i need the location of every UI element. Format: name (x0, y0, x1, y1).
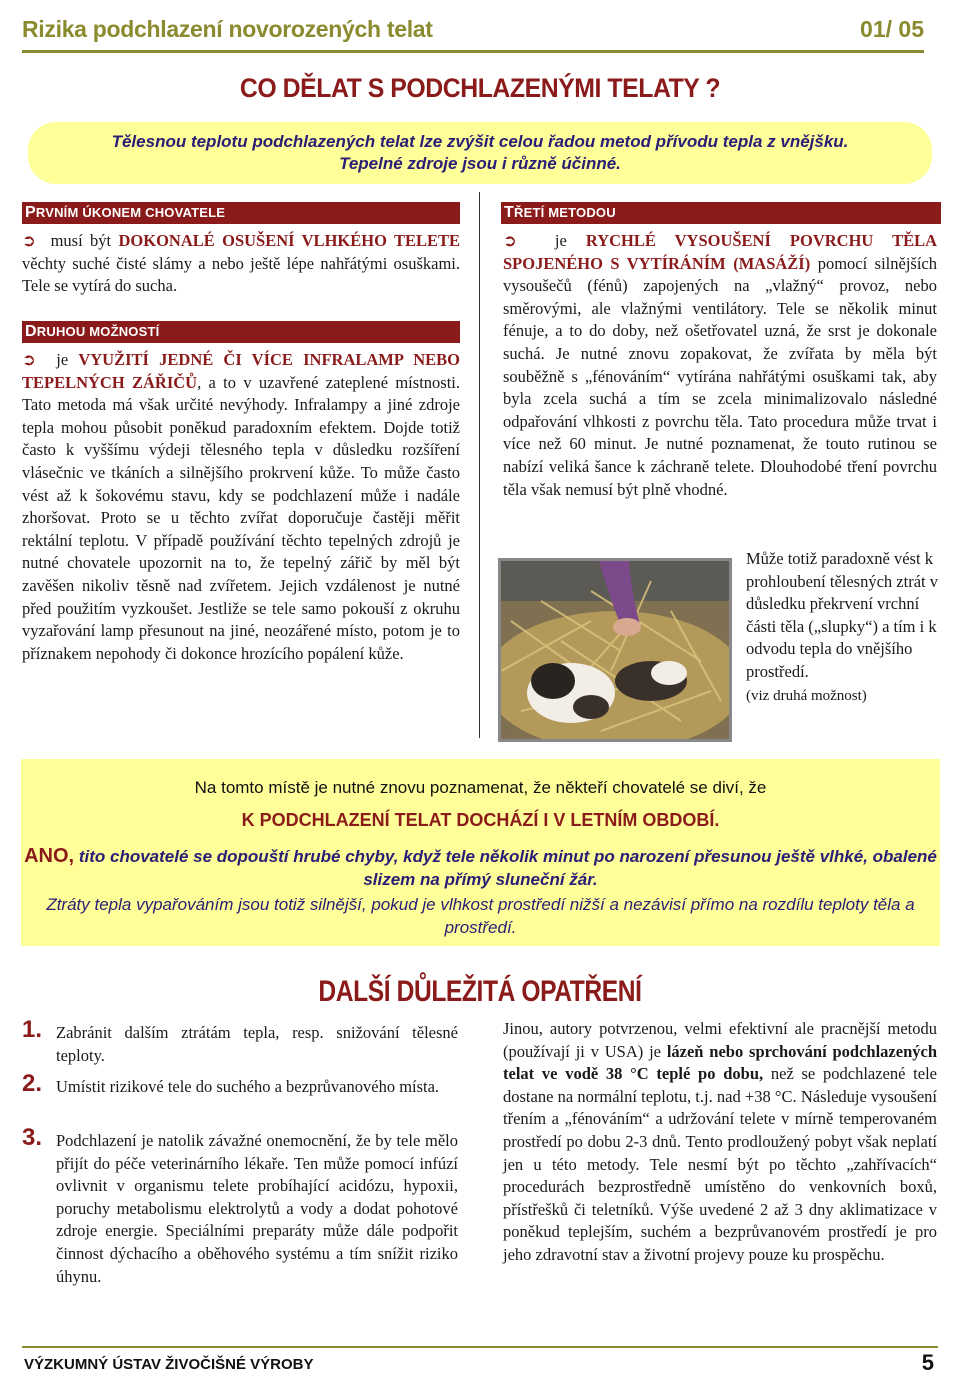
section1-label: PRVNÍM ÚKONEM CHOVATELE (22, 202, 460, 224)
column-divider (479, 192, 480, 738)
bath-method-highlight: lázeň nebo sprchování podchlazených telat ve vodě 38 °C teplé po dobu, (503, 1041, 937, 1084)
calf-straw-illustration (501, 561, 729, 739)
section1-text: ➲ musí být DOKONALÉ OSUŠENÍ VLHKÉHO TELETE věchty suché čisté slámy a nebo ještě lépe nahřátými osuškami. Tele se vytírá do sucha. (22, 231, 461, 296)
section3-text: ➲ je RYCHLÉ VYSOUŠENÍ POVRCHU TĚLA SPOJENÉHO S VYTÍRÁNÍM (MASÁŽÍ) pomocí silnějších vysoušečů (fénů) zapojených na „vlažný“ provoz, nebo směrovými, ale vlažnými ventilátory. Tele se několik minut fénuje, a to do doby, než ošetřovatel uzná, že srst je dokonale suchá. Je nutné znovu zopakovat, že zvířata by měla být souběžně s „fénováním“ vytírána nahřátými osuškami tak, aby byla zcela suchá a tím se zcela minimalizovalo následné odpařování vlhkosti z povrchu těla. Tato procedura může trvat i více než 60 minut. Je nutné poznamenat, že touto rutinou se nabízí veliká šance k záchraně telete. Dlouhodobé tření povrchu těla však nemusí být plně vhodné. (503, 231, 937, 499)
header-rule (22, 50, 924, 53)
header-title: Rizika podchlazení novorozených telat (22, 16, 433, 42)
intro-line-2: Tepelné zdroje jsou i různě účinné. (339, 154, 621, 173)
footer-institute: VÝZKUMNÝ ÚSTAV ŽIVOČIŠNÉ VÝROBY (24, 1356, 314, 1373)
intro-box (28, 122, 932, 184)
calf-photo (498, 558, 732, 742)
photo-caption (746, 548, 946, 707)
warning-line-4: Ztráty tepla vypařováním jsou totiž silnější, pokud je vlhkost prostředí nižší a nezávisí přímo na rozdílu teploty těla a prostředí. (46, 895, 915, 937)
arrow-icon: ➲ (22, 350, 36, 369)
arrow-icon: ➲ (22, 231, 36, 250)
measure-item-2: 2. Umístit rizikové tele do suchého a bezprůvanového místa. (22, 1070, 440, 1097)
caption-note: (viz druhá možnost) (746, 687, 867, 704)
header-page-label: 01/ 05 (860, 16, 924, 42)
section2-highlight: VYUŽITÍ JEDNÉ ČI VÍCE INFRALAMP NEBO TEPELNÝCH ZÁŘIČŮ (22, 350, 460, 392)
section1-highlight: DOKONALÉ OSUŠENÍ VLHKÉHO TELETE (118, 231, 461, 250)
bath-method-text: Jinou, autory potvrzenou, velmi efektivní ale pracnější metodu (používají ji v USA) je lázeň nebo sprchování podchlazených telat ve vodě 38 °C teplé po dobu, než se podchlazené tele dostane na normální teplotu, t.j. nad +38 °C. Následuje vysoušení třením a „fénováním“ a udržování telete v mírně temperovaném prostředí po dobu 2-3 dnů. Tento prodloužený pobyt však neplatí jen u této metody. Tele nesmí být po těchto „zahřívacích“ procedurách bezprostředně umístěno do venkovních boxů, přístřešků či teletníků. Výše uvedené 2 až 3 dny aklimatizace v poněkud teplejším, suchém a bezprůvanovém prostředí je pro jeho zdravotní stav a životní projevy pouze ku prospěchu. (503, 1019, 937, 1264)
warning-line-2: K PODCHLAZENÍ TELAT DOCHÁZÍ I V LETNÍM OBDOBÍ. (241, 810, 720, 830)
footer-page-number: 5 (921, 1350, 934, 1375)
summer-warning-box (21, 759, 940, 946)
measure-item-1: 1. Zabránit dalším ztrátám tepla, resp. snižování tělesné teploty. (22, 1016, 458, 1065)
arrow-icon: ➲ (503, 231, 517, 250)
caption-text: Může totiž paradoxně vést k prohloubení tělesných ztrát v důsledku překrvení vrchní části těla („slupky“) a tím i k odvodu tepla do vnějšího prostředí. (746, 549, 938, 681)
intro-line-1: Tělesnou teplotu podchlazených telat lze zvýšit celou řadou metod přívodu tepla z vnějšku. (111, 132, 849, 151)
footer-rule (22, 1346, 938, 1348)
section2-label: DRUHOU MOŽNOSTÍ (22, 321, 460, 343)
main-heading: CO DĚLAT S PODCHLAZENÝMI TELATY ? (239, 73, 721, 103)
warning-line-1: Na tomto místě je nutné znovu poznamenat, že někteří chovatelé se diví, že (194, 778, 767, 797)
measure-item-3: 3. Podchlazení je natolik závažné onemocnění, že by tele mělo přijít do péče veterinárního lékaře. Ten může pomocí infúzí ovlivnit v organismu telete probíhající acidózu, hypoxii, poruchy metabolismu elektrolytů a vody a dodat pohotové zdroje energie. Speciálními preparáty může dále podpořit činnost dýchacího a oběhového systému a tím snížit riziko úhynu. (22, 1124, 458, 1286)
section3-label: TŘETÍ METODOU (501, 202, 941, 224)
warning-line-3: ANO, tito chovatelé se dopouští hrubé chyby, když tele několik minut po narození přesunou ještě vlhké, obalené slizem na přímý sluneční žár. (24, 845, 937, 889)
section3-highlight: RYCHLÉ VYSOUŠENÍ POVRCHU TĚLA SPOJENÉHO S VYTÍRÁNÍM (MASÁŽÍ) (503, 231, 937, 273)
section2-text: ➲ je VYUŽITÍ JEDNÉ ČI VÍCE INFRALAMP NEBO TEPELNÝCH ZÁŘIČŮ, a to v uzavřené zateplené místnosti. Tato metoda má však určité nevýhody. Infralampy a jiné zdroje tepla mohou působit poněkud paradoxním efektem. Dojde totiž často k vyššímu výdeji tělesného tepla v důsledku rozšíření vlásečnic ve tkáních a silnějšího prokrvení kůže. To může často vést až k šokovému stavu, kdy se podchlazení může i nadále zhoršovat. Proto se u těchto zvířat doporučuje častěji měřit rektální teplotu. V případě používání těchto tepelných zdrojů je nutné chovatele upozornit na to, že tepelný zářič by měl být zavěšen nikoliv těsně nad zvířetem. Jejich vzdálenost je nutné před použitím vyzkoušet. Jestliže se tele samo pokouší z okruhu vyzařování lamp přesunout na jiné, neozářené místo, potom je to příznakem nepohody či dokonce hrozícího popálení kůže. (22, 350, 460, 663)
second-heading: DALŠÍ DŮLEŽITÁ OPATŘENÍ (318, 975, 642, 1008)
